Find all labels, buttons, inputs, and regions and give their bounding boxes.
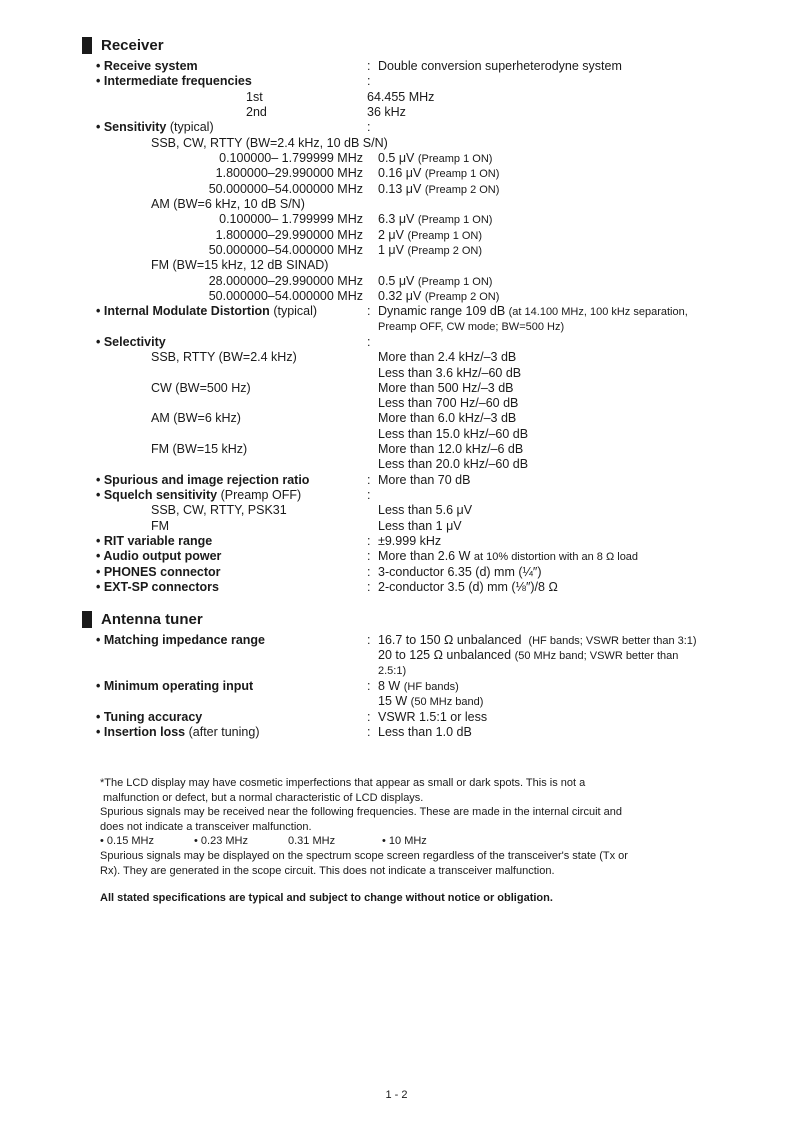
imd-label-row: [96, 304, 317, 319]
minimum-input-value: 15 W (50 MHz band): [378, 694, 484, 708]
spur-note-line: Spurious signals may be received near the following frequencies. These are made in the internal circuit and: [100, 806, 622, 818]
ext-sp-value: 2-conductor 3.5 (d) mm (⅛″)/8 Ω: [378, 580, 558, 594]
matching-impedance-label: • Matching impedance range: [96, 633, 265, 647]
phones-connector-label: • PHONES connector: [96, 565, 221, 579]
selectivity-label: • Selectivity: [96, 335, 166, 349]
colon: :: [367, 633, 371, 647]
selectivity-more: More than 2.4 kHz/–3 dB: [378, 350, 517, 364]
insertion-loss-value: Less than 1.0 dB: [378, 725, 472, 739]
selectivity-less: Less than 15.0 kHz/–60 dB: [378, 427, 529, 441]
selectivity-less: Less than 20.0 kHz/–60 dB: [378, 457, 529, 471]
page-number: 1 - 2: [385, 1089, 408, 1101]
rit-label: • RIT variable range: [96, 534, 213, 548]
matching-impedance-value: 20 to 125 Ω unbalanced (50 MHz band; VSWR better than: [378, 648, 679, 662]
sensitivity-label-row: [96, 120, 214, 135]
sensitivity-am-value: 2 μV (Preamp 1 ON): [378, 228, 483, 242]
antenna-tuner-heading: [82, 611, 203, 628]
colon: :: [367, 710, 371, 724]
section-marker-icon: [82, 611, 92, 628]
sensitivity-fm-freq: 50.000000–54.000000 MHz: [208, 289, 363, 303]
colon: :: [367, 488, 371, 502]
sensitivity-am-header: AM (BW=6 kHz, 10 dB S/N): [151, 197, 305, 211]
audio-output-value: More than 2.6 W at 10% distortion with an 8 Ω load: [378, 549, 639, 563]
if-first-label: 1st: [246, 90, 263, 104]
squelch-ssb-value: Less than 5.6 μV: [378, 503, 473, 517]
insertion-loss-qualifier: (after tuning): [188, 725, 260, 739]
selectivity-mode: AM (BW=6 kHz): [151, 411, 241, 425]
sensitivity-ssb-value: 0.5 μV (Preamp 1 ON): [378, 151, 493, 165]
matching-impedance-note: 2.5:1): [378, 665, 407, 677]
sensitivity-am-freq: 50.000000–54.000000 MHz: [208, 243, 363, 257]
sensitivity-ssb-value: 0.16 μV (Preamp 1 ON): [378, 166, 500, 180]
selectivity-less: Less than 3.6 kHz/–60 dB: [378, 366, 522, 380]
if-second-value: 36 kHz: [367, 105, 406, 119]
spur-frequency: • 0.23 MHz: [194, 835, 248, 847]
colon: :: [367, 59, 371, 73]
audio-output-label: • Audio output power: [96, 549, 222, 563]
selectivity-more: More than 500 Hz/–3 dB: [378, 381, 514, 395]
disclaimer: All stated specifications are typical and subject to change without notice or obligation.: [100, 892, 553, 904]
sensitivity-ssb-header: SSB, CW, RTTY (BW=2.4 kHz, 10 dB S/N): [151, 136, 388, 150]
scope-note-line: Rx). They are generated in the scope circuit. This does not indicate a transceiver malfunction.: [100, 864, 555, 877]
spurious-label: • Spurious and image rejection ratio: [96, 473, 310, 487]
colon: :: [367, 473, 371, 487]
spurious-value: More than 70 dB: [378, 473, 471, 487]
sensitivity-ssb-freq: 50.000000–54.000000 MHz: [208, 182, 363, 196]
sensitivity-am-freq: 0.100000– 1.799999 MHz: [219, 212, 363, 226]
if-first-value: 64.455 MHz: [367, 90, 435, 104]
colon: :: [367, 565, 371, 579]
receiver-heading: [82, 37, 164, 54]
lcd-note-line: malfunction or defect, but a normal characteristic of LCD displays.: [103, 791, 424, 804]
insertion-loss-label-row: [96, 725, 259, 740]
minimum-input-label: • Minimum operating input: [96, 679, 254, 693]
selectivity-more: More than 6.0 kHz/–3 dB: [378, 411, 517, 425]
minimum-input-value: 8 W (HF bands): [378, 679, 459, 693]
squelch-label: • Squelch sensitivity: [96, 488, 218, 502]
selectivity-mode: FM (BW=15 kHz): [151, 442, 248, 456]
insertion-loss-label: • Insertion loss: [96, 725, 186, 739]
lcd-note-line: *The LCD display may have cosmetic imperfections that appear as small or dark spots. This is not a: [100, 777, 586, 789]
selectivity-mode: SSB, RTTY (BW=2.4 kHz): [151, 350, 297, 364]
selectivity-less: Less than 700 Hz/–60 dB: [378, 396, 519, 410]
squelch-fm-value: Less than 1 μV: [378, 519, 462, 533]
scope-note-line: Spurious signals may be displayed on the spectrum scope screen regardless of the transceiver's state (Tx or: [100, 850, 628, 862]
sensitivity-ssb-value: 0.13 μV (Preamp 2 ON): [378, 182, 500, 196]
imd-value: Dynamic range 109 dB (at 14.100 MHz, 100 kHz separation,: [378, 304, 688, 318]
rit-value: ±9.999 kHz: [378, 534, 442, 548]
squelch-qualifier: (Preamp OFF): [220, 488, 302, 502]
colon: :: [367, 725, 371, 739]
intermediate-frequencies-label: • Intermediate frequencies: [96, 74, 252, 88]
sensitivity-fm-freq: 28.000000–29.990000 MHz: [208, 274, 363, 288]
if-second-label: 2nd: [246, 105, 267, 119]
sensitivity-am-freq: 1.800000–29.990000 MHz: [215, 228, 363, 242]
sensitivity-ssb-freq: 1.800000–29.990000 MHz: [215, 166, 363, 180]
selectivity-more: More than 12.0 kHz/–6 dB: [378, 442, 524, 456]
colon: :: [367, 549, 371, 563]
spur-frequency: 0.31 MHz: [288, 835, 336, 847]
imd-label: • Internal Modulate Distortion: [96, 304, 270, 318]
colon: :: [367, 304, 371, 318]
sensitivity-ssb-freq: 0.100000– 1.799999 MHz: [219, 151, 363, 165]
colon: :: [367, 580, 371, 594]
phones-connector-value: 3-conductor 6.35 (d) mm (¼″): [378, 565, 542, 579]
sensitivity-fm-value: 0.5 μV (Preamp 1 ON): [378, 274, 493, 288]
squelch-label-row: [96, 488, 301, 503]
colon: :: [367, 120, 371, 134]
matching-impedance-value: 16.7 to 150 Ω unbalanced (HF bands; VSWR better than 3:1): [378, 633, 697, 647]
sensitivity-am-value: 1 μV (Preamp 2 ON): [378, 243, 483, 257]
sensitivity-fm-value: 0.32 μV (Preamp 2 ON): [378, 289, 500, 303]
squelch-fm-mode: FM: [151, 519, 170, 533]
sensitivity-fm-header: FM (BW=15 kHz, 12 dB SINAD): [151, 258, 329, 272]
receive-system-label: • Receive system: [96, 59, 198, 73]
sensitivity-qualifier: (typical): [169, 120, 214, 134]
colon: :: [367, 74, 371, 88]
colon: :: [367, 534, 371, 548]
colon: :: [367, 679, 371, 693]
squelch-ssb-mode: SSB, CW, RTTY, PSK31: [151, 503, 287, 517]
antenna-tuner-heading-text: Antenna tuner: [101, 611, 203, 628]
spur-frequency: • 0.15 MHz: [100, 835, 154, 847]
colon: :: [367, 335, 371, 349]
imd-qualifier: (typical): [273, 304, 318, 318]
spur-note-line: does not indicate a transceiver malfunction.: [100, 820, 312, 833]
imd-note: Preamp OFF, CW mode; BW=500 Hz): [378, 321, 565, 333]
tuning-accuracy-label: • Tuning accuracy: [96, 710, 203, 724]
tuning-accuracy-value: VSWR 1.5:1 or less: [378, 710, 488, 724]
selectivity-mode: CW (BW=500 Hz): [151, 381, 251, 395]
lcd-note: [100, 776, 700, 834]
spur-frequency: • 10 MHz: [382, 835, 427, 847]
sensitivity-label: • Sensitivity: [96, 120, 167, 134]
section-marker-icon: [82, 37, 92, 54]
ext-sp-label: • EXT-SP connectors: [96, 580, 219, 594]
receiver-heading-text: Receiver: [101, 37, 164, 54]
scope-note: [100, 849, 700, 878]
receive-system-value: Double conversion superheterodyne system: [378, 59, 622, 73]
sensitivity-am-value: 6.3 μV (Preamp 1 ON): [378, 212, 493, 226]
